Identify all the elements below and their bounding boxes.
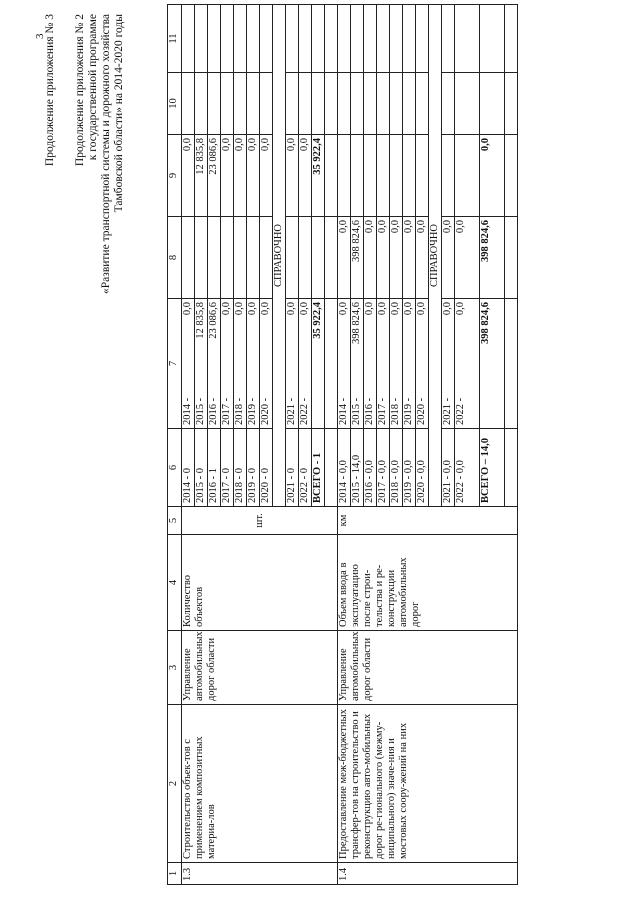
continuation-note: Продолжение приложения № 3 xyxy=(44,14,56,167)
table-row: 2020 - 0,0 2020 - 0,0 0,0 xyxy=(416,5,429,885)
col-header: 5 xyxy=(168,507,182,535)
table-row: 2019 - 0,0 2019 - 0,0 0,0 xyxy=(403,5,416,885)
header-line-1: Продолжение приложения № 2 xyxy=(74,14,86,167)
col-header: 3 xyxy=(168,631,182,705)
table-row: 2018 - 0 2018 - 0,0 0,0 xyxy=(234,5,247,885)
column-numbers-row xyxy=(168,5,182,885)
total-amount: 35 922,4 xyxy=(312,135,325,217)
total-amount: 398 824,6 xyxy=(480,217,505,299)
unit: шт. xyxy=(182,507,338,535)
table-row: 2016 - 0,0 2016 - 0,0 0,0 xyxy=(364,5,377,885)
header-line-3: «Развитие транспортной системы и дорожного хозяйства xyxy=(100,14,112,294)
col-header: 4 xyxy=(168,535,182,631)
table-row: 2017 - 0 2017 - 0,0 0,0 xyxy=(221,5,234,885)
executor: Управление автомобильных дорог области xyxy=(338,631,518,705)
table-row: 2021 - 0 2021 - 0,0 0,0 xyxy=(286,5,299,885)
table-row: 2018 - 0,0 2018 - 0,0 0,0 xyxy=(390,5,403,885)
table-row: 2019 - 0 2019 - 0,0 0,0 xyxy=(247,5,260,885)
year-value: 2014 - 0 xyxy=(182,429,195,507)
col-header: 7 xyxy=(168,299,182,429)
indicator: Объем ввода в эксплуатацию после строи-тельства и ре-конструкции автомобильных дорог xyxy=(338,535,518,631)
table-row: 2021 - 0,0 2021 - 0,0 0,0 xyxy=(442,5,455,885)
program-table xyxy=(167,4,518,885)
total-label: ВСЕГО - 1 xyxy=(312,429,325,507)
table-row: 2015 - 14,0 2015 - 398 824,6 398 824,6 xyxy=(351,5,364,885)
indicator: Количество объектов xyxy=(182,535,338,631)
table-row: 1.4 Предоставление меж-бюджетных трансфер-тов на строительство и реконструкцию авто-мобильных дорог ре-гионального (межму-ниципального) значе-ния и мостовых соору-жений на них Управление автомобильных дорог области Объем ввода в эксплуатацию после строи-тельства и ре-конструкции автомобильных дорог км 2014 - 0,0 2014 - 0,0 0,0 xyxy=(338,5,351,885)
total-amount: 0,0 xyxy=(480,135,505,217)
header-line-4: Тамбовской области» на 2014-2020 годы xyxy=(113,14,125,213)
col-header: 2 xyxy=(168,705,182,863)
table-row: 2022 - 0,0 2022 - 0,0 0,0 xyxy=(455,5,480,885)
measure-name: Строительство объек-тов с применением композитных материа-лов xyxy=(182,705,338,863)
row-number: 1.3 xyxy=(182,863,338,885)
measure-name: Предоставление меж-бюджетных трансфер-тов на строительство и реконструкцию авто-мобильных дорог ре-гионального (межму-ниципального) значе-ния и мостовых соору-жений на них xyxy=(338,705,518,863)
executor: Управление автомобильных дорог области xyxy=(182,631,338,705)
amount: 0,0 xyxy=(182,135,195,217)
reference-label: СПРАВОЧНО xyxy=(273,5,286,507)
col-header: 6 xyxy=(168,429,182,507)
table-row: 2015 - 0 2015 - 12 835,8 12 835,8 xyxy=(195,5,208,885)
col-header: 10 xyxy=(168,73,182,135)
header-line-2: к государственной программе xyxy=(87,14,99,161)
col-header: 8 xyxy=(168,217,182,299)
reference-label: СПРАВОЧНО xyxy=(429,5,442,507)
table-row: 2016 - 1 2016 - 23 086,6 23 086,6 xyxy=(208,5,221,885)
table-row: 2022 - 0 2022 - 0,0 0,0 xyxy=(299,5,312,885)
col-header: 11 xyxy=(168,5,182,73)
total-amount: 35 922,4 xyxy=(312,299,325,429)
col-header: 9 xyxy=(168,135,182,217)
page-number: 3 xyxy=(34,33,46,39)
total-amount: 398 824,6 xyxy=(480,299,505,429)
row-number: 1.4 xyxy=(338,863,518,885)
total-label: ВСЕГО – 14,0 xyxy=(480,429,505,507)
year-amount: 2014 - 0,0 xyxy=(182,299,195,429)
unit: км xyxy=(338,507,518,535)
table-row: 2017 - 0,0 2017 - 0,0 0,0 xyxy=(377,5,390,885)
col-header: 1 xyxy=(168,863,182,885)
table-row: 2020 - 0 2020 - 0,0 0,0 xyxy=(260,5,273,885)
table-row xyxy=(182,5,195,885)
